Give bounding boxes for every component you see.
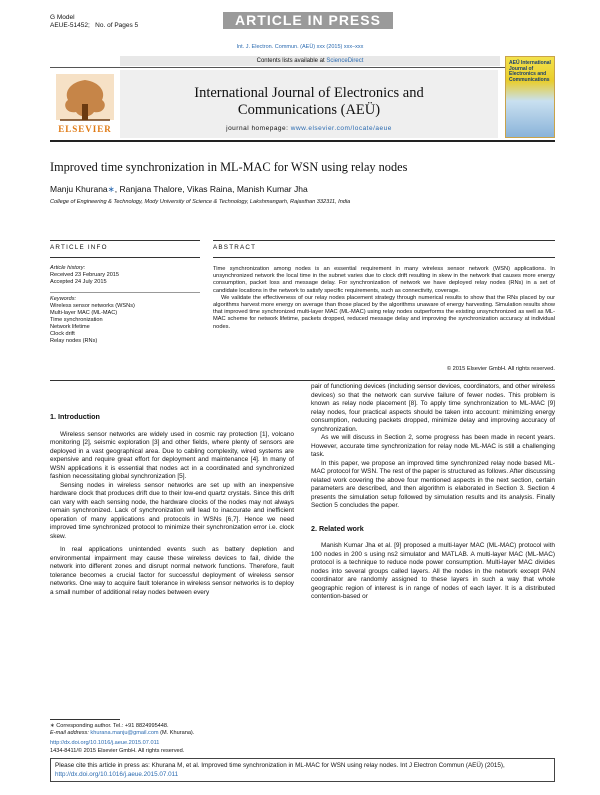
journal-cover-image	[505, 56, 555, 138]
other-authors: , Ranjana Thalore, Vikas Raina, Manish Kumar Jha	[114, 184, 308, 194]
corresponding-author-note: ∗ Corresponding author. Tel.: +91 8824995448.	[50, 723, 169, 729]
sciencedirect-link[interactable]: ScienceDirect	[326, 58, 364, 64]
first-author: Manju Khurana	[50, 184, 108, 194]
info-rule-keywords	[50, 292, 200, 293]
abstract-rule-bottom	[50, 380, 555, 381]
history-label: Article history:	[50, 265, 86, 271]
body-paragraph: Wireless sensor networks are widely used in cosmic ray protection [1], volcano monitoring [2], seismic exploration [3] and other fields, where plenty of sensors are deployed in a vast geographical area. Due to cabling complexity, wired systems are expensive and require great effort for deployment and maintenance [4]. In many of WSN applications it is essential that nodes act in a coordinated and synchronized fashion necessitating global synchronization [5].	[50, 430, 294, 480]
homepage-link[interactable]: www.elsevier.com/locate/aeue	[290, 125, 392, 132]
journal-title: International Journal of Electronics and Communications (AEÜ)	[194, 85, 424, 118]
elsevier-wordmark: ELSEVIER	[58, 124, 112, 134]
abstract-heading: ABSTRACT	[213, 244, 257, 251]
author-list	[50, 184, 555, 195]
keyword-item: Relay nodes (RNs)	[50, 338, 98, 344]
doi-link[interactable]: http://dx.doi.org/10.1016/j.aeue.2015.07.011	[50, 740, 160, 747]
article-title: Improved time synchronization in ML-MAC for WSN using relay nodes	[50, 160, 408, 174]
cover-text: AEÜ International Journal of Electronics and Communications	[509, 60, 551, 83]
email-note: E-mail address: khurana.manju@gmail.com (M. Khurana).	[50, 730, 195, 737]
body-left-column	[50, 413, 294, 597]
abstract-rule-mid	[213, 257, 555, 258]
keyword-item: Wireless sensor networks (WSNs)	[50, 303, 135, 309]
body-paragraph: Sensing nodes in wireless sensor networks are set up with an inexpensive hardware clock that produces drift due to their low-end quartz crystals. Since this drift can vary with each sensing node, the hardware clocks of the nodes may not always remain synchronized. Lack of synchronization will lead to inaccurate and inefficient operation of many applications and protocols in WSNs [6,7]. Hence we need improved time synchronized protocol to minimize their synchronization error i.e. clock skew.	[50, 481, 294, 540]
header-rule-top	[50, 67, 555, 68]
info-rule-mid	[50, 257, 200, 258]
contents-bar	[120, 56, 500, 66]
keyword-item: Clock drift	[50, 331, 75, 337]
keywords-label: Keywords:	[50, 296, 77, 302]
body-paragraph: pair of functioning devices (including sensor devices, coordinators, and other wireless devices) so that the network can survive failure of fewer nodes. This problem is known as relay node placement [8]. To apply time synchronization to ML-MAC [9] relay nodes, four practical aspects should be taken into account: minimizing energy consumption, reducing packets dropped, minimize delay and improving accuracy of synchronization.	[311, 383, 555, 433]
keyword-item: Multi-layer MAC (ML-MAC)	[50, 310, 118, 316]
page-count: No. of Pages 5	[95, 22, 139, 29]
footnotes	[50, 723, 295, 755]
homepage-label: journal homepage:	[226, 125, 289, 132]
affiliation: College of Engineering & Technology, Mody University of Science & Technology, Lakshmangarh, Rajasthan 332311, India	[50, 199, 351, 205]
info-rule-top	[50, 240, 200, 241]
received-date: Received 23 February 2015	[50, 272, 120, 278]
abstract-paragraph: We validate the effectiveness of our relay nodes placement strategy through numerical results to show that the RNs placed by our algorithms harvest more energy on average than those placed by the algorithms unaware of energy harvesting. Simulation results show that improved time synchronized multi-layer MAC (ML-MAC) using relay nodes outperforms the existing unsynchronized as well as ML-MAC scheme for network lifetime, packets dropped, reduced message delay and improving the synchronization accuracy at individual nodes.	[213, 294, 555, 330]
body-paragraph: As we will discuss in Section 2, some progress has been made in recent years. However, accurate time synchronization for relay node ML-MAC is still a challenging task.	[311, 434, 555, 458]
contents-prefix: Contents lists available at	[256, 58, 325, 64]
body-paragraph: In real applications unintended events such as battery depletion and environmental impairment may cause these wireless devices to fail, divide the network into different zones and disrupt normal network functions. Therefore, fault tolerance becomes a crucial factor for successful deployment of wireless sensor networks. One way to acquire fault tolerance in wireless sensor networks is to deploy a small number of additional relay nodes between every	[50, 546, 294, 596]
body-paragraph: Manish Kumar Jha et al. [9] proposed a multi-layer MAC (ML-MAC) protocol with 100 nodes in 200 s using ns2 simulator and MATLAB. A multi-layer MAC (ML-MAC) protocol is a technique to reduce node power consumption. Multi-layer MAC divides nodes into several groups called layers. All the nodes in the network except PAN coordinator are randomly assigned to these layers in such a way that whole geographic region of interest is in range of nodes of each layer. It is a distributed contention-based or	[311, 542, 555, 600]
article-history	[50, 265, 119, 286]
cite-this-article-box	[50, 758, 555, 782]
corresponding-author-mark[interactable]: ∗	[107, 184, 115, 194]
cite-doi-link[interactable]: http://dx.doi.org/10.1016/j.aeue.2015.07.011	[55, 770, 179, 778]
abstract-text	[213, 266, 555, 331]
body-paragraph: In this paper, we propose an improved time synchronized relay node based ML-MAC protocol for WSN. The rest of the paper is structured as follows. After discussing related work covering the above four mentioned aspects in the next section, certain parameters are described, and then algorithm is elaborated in Section 3. Section 4 presents the simulation setup followed by simulation results and its analysis. Finally Section 5 concludes the paper.	[311, 459, 555, 509]
gmodel-label: G Model	[50, 14, 75, 21]
abstract-rule-top	[213, 240, 555, 241]
copyright: © 2015 Elsevier GmbH. All rights reserved.	[446, 366, 555, 372]
journal-homepage	[120, 125, 498, 132]
accepted-date: Accepted 24 July 2015	[50, 279, 107, 285]
top-bar	[0, 0, 600, 30]
keyword-item: Network lifetime	[50, 324, 90, 330]
article-info-heading: ARTICLE INFO	[50, 244, 108, 251]
issn-line: 1434-8411/© 2015 Elsevier GmbH. All rights reserved.	[50, 747, 185, 754]
body-right-column	[311, 383, 555, 602]
email-label: E-mail address:	[50, 730, 89, 737]
keyword-item: Time synchronization	[50, 317, 103, 323]
article-code: AEUE-51452;	[50, 22, 90, 29]
section-heading-related-work: 2. Related work	[311, 523, 364, 533]
header-rule-bottom	[50, 140, 555, 142]
cite-text: Please cite this article in press as: Khurana M, et al. Improved time synchronization in ML-MAC for WSN using relay nodes. Int J Electron Commun (AEÜ) (2015),	[55, 762, 505, 769]
email-link[interactable]: khurana.manju@gmail.com	[90, 730, 159, 737]
article-meta	[50, 14, 138, 30]
section-heading-introduction: 1. Introduction	[50, 412, 100, 421]
article-in-press-banner: ARTICLE IN PRESS	[223, 12, 393, 29]
journal-citation[interactable]: Int. J. Electron. Commun. (AEÜ) xxx (2015) xxx–xxx	[236, 44, 364, 50]
keywords	[50, 296, 135, 345]
abstract-paragraph: Time synchronization among nodes is an essential requirement in many wireless sensor network (WSN) applications. In unsynchronized network the local time in the subnet varies due to clock drift resulting in skew in the network that causes more energy consumption, packet loss and message delay. For synchronization of network we have deployed relay nodes (RNs) in a set of candidate locations in the network to satisfy specific requirements, such as connectivity, coverage.	[213, 266, 555, 294]
footnote-rule	[50, 719, 120, 720]
